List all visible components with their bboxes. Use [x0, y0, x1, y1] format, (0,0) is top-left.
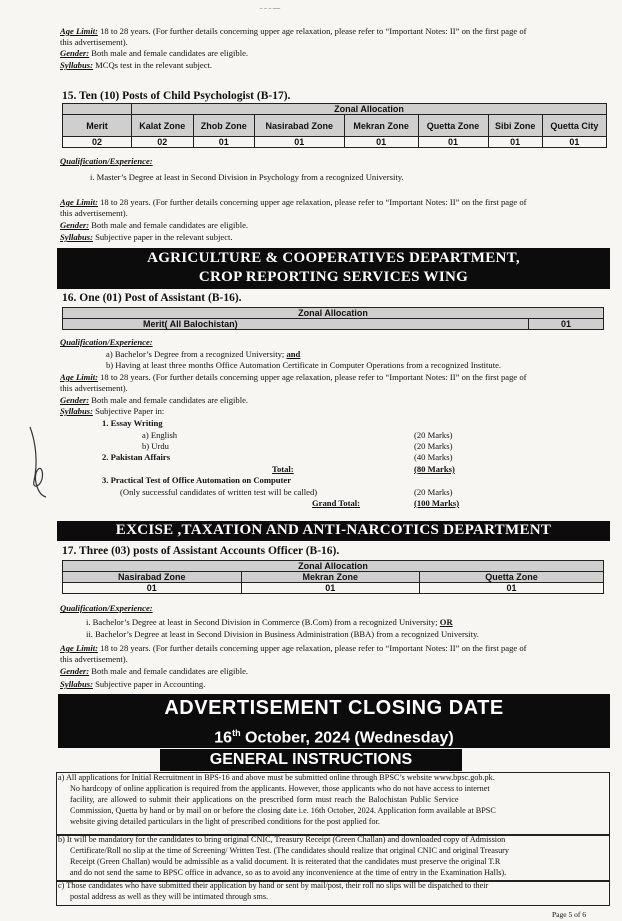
s16-item1a: a) English [142, 430, 178, 440]
s16-item2-marks: (40 Marks) [414, 452, 453, 462]
s15-qual-1: i. Master’s Degree at least in Second Division in Psychology from a recognized University. [90, 172, 404, 182]
s16-zonal-header: Zonal Allocation [63, 308, 604, 319]
s15-col-quetta-city: Quetta City [542, 115, 606, 137]
gi-c-line2: postal address as well as they will be intimated through sms. [70, 892, 269, 901]
s16-qual-a: a) Bachelor’s Degree from a recognized University; and [106, 349, 301, 359]
gi-b-line4: and do not send the same to BPSC office in advance, so as to avoid any inconvenience at the time of entry in the Examination Halls). [70, 868, 507, 877]
s16-qual-b: b) Having at least three months Office Automation Certificate in Computer Operations from a recognized Institute. [106, 360, 502, 370]
s15-gender: Gender: Both male and female candidates are eligible. [60, 220, 249, 230]
gi-a-line3: facility, are allowed to submit their applications on the prescribed form must reach the Balochistan Public Service [70, 795, 459, 804]
s16-total-marks: (80 Marks) [414, 464, 455, 474]
s16-age-limit: Age Limit: 18 to 28 years. (For further details concerning upper age relaxation, please refer to “Important Notes: II” on the first page of [60, 372, 527, 382]
s15-val: 01 [254, 137, 344, 148]
s17-gender: Gender: Both male and female candidates are eligible. [60, 666, 249, 676]
s15-col-nasirabad: Nasirabad Zone [254, 115, 344, 137]
s17-age-limit-cont: this advertisement). [60, 654, 128, 664]
s15-col-quetta: Quetta Zone [418, 115, 488, 137]
s16-age-limit-cont: this advertisement). [60, 383, 128, 393]
gi-c-line1: c) Those candidates who have submitted their application by hand or sent by mail/post, their roll no slips will be dispatched to their [58, 881, 489, 890]
s16-total: Total: [272, 464, 294, 474]
s15-val: 01 [418, 137, 488, 148]
s15-age-limit-cont: this advertisement). [60, 208, 128, 218]
s17-zonal-header: Zonal Allocation [63, 561, 604, 572]
s16-gender: Gender: Both male and female candidates are eligible. [60, 395, 249, 405]
s15-col-zhob: Zhob Zone [193, 115, 254, 137]
s15-zonal-header: Zonal Allocation [132, 104, 607, 115]
gi-a-line2: No hardcopy of online application is required from the applicants. However, those applicants who do not have access to internet [70, 784, 490, 793]
dept-banner-excise: EXCISE ,TAXATION AND ANTI-NARCOTICS DEPARTMENT [57, 521, 610, 541]
s16-zonal-table [62, 307, 604, 330]
s16-item3-note: (Only successful candidates of written test will be called) [120, 487, 318, 497]
s17-col-quetta: Quetta Zone [420, 572, 604, 583]
s15-qual-label: Qualification/Experience: [60, 156, 153, 166]
closing-date-banner [58, 694, 610, 748]
s16-item3: 3. Practical Test of Office Automation on Computer [102, 475, 292, 485]
s16-grand-total-marks: (100 Marks) [414, 498, 460, 508]
s16-val: 01 [529, 319, 604, 330]
s15-heading: 15. Ten (10) Posts of Child Psychologist (B-17). [62, 90, 291, 102]
s17-syllabus: Syllabus: Subjective paper in Accounting. [60, 679, 206, 689]
s15-col-merit: Merit [63, 115, 132, 137]
s17-heading: 17. Three (03) posts of Assistant Accounts Officer (B-16). [62, 545, 340, 557]
s14-syllabus: Syllabus: MCQs test in the relevant subject. [60, 60, 213, 70]
s16-merit: Merit( All Balochistan) [63, 319, 529, 330]
s17-col-mekran: Mekran Zone [241, 572, 420, 583]
s17-qual-1: i. Bachelor’s Degree at least in Second Division in Commerce (B.Com) from a recognized University; OR [86, 617, 453, 627]
s15-age-limit: Age Limit: 18 to 28 years. (For further details concerning upper age relaxation, please refer to “Important Notes: II” on the first page of [60, 197, 527, 207]
gi-a-line5: website giving detailed particulars in the light of prescribed conditions for the post applied for. [70, 817, 380, 826]
s15-zonal-table [62, 103, 607, 148]
s16-syllabus: Syllabus: Subjective Paper in: [60, 406, 165, 416]
s17-col-nasirabad: Nasirabad Zone [63, 572, 242, 583]
closing-date: 16th October, 2024 (Wednesday) [214, 728, 454, 747]
s16-qual-label: Qualification/Experience: [60, 337, 153, 347]
general-instructions-title: GENERAL INSTRUCTIONS [160, 749, 462, 771]
s14-gender: Gender: Both male and female candidates are eligible. [60, 48, 249, 58]
s15-val: 02 [63, 137, 132, 148]
s17-val: 01 [420, 583, 604, 594]
s15-col-mekran: Mekran Zone [344, 115, 418, 137]
gi-a-line4: Commission, Quetta by hand or by mail on or before the closing date i.e. 16th October, 2024. Application form available at BPSC [70, 806, 496, 815]
s15-val: 01 [344, 137, 418, 148]
s16-item1b: b) Urdu [142, 441, 169, 451]
gi-b-line3: Receipt (Green Challan) would be admissible as a valid document. It is reiterated that the candidates must preserve the original T.R [70, 857, 501, 866]
dept-banner-agriculture: AGRICULTURE & COOPERATIVES DEPARTMENT, CROP REPORTING SERVICES WING [57, 248, 610, 289]
s15-col-sibi: Sibi Zone [488, 115, 542, 137]
gi-b-line1: b) It will be mandatory for the candidates to bring original CNIC, Treasury Receipt (Green Challan) and downloaded copy of Admission [58, 835, 506, 844]
s14-age-limit-cont: this advertisement). [60, 37, 128, 47]
s16-item3-marks: (20 Marks) [414, 487, 453, 497]
s15-val: 02 [132, 137, 194, 148]
s16-item2: 2. Pakistan Affairs [102, 452, 171, 462]
closing-title: ADVERTISEMENT CLOSING DATE [164, 697, 504, 719]
s15-col-kalat: Kalat Zone [132, 115, 194, 137]
gi-a-line1: a) All applications for Initial Recruitment in BPS-16 and above must be submitted online through BPSC’s website www.bpsc.gob.pk. [58, 773, 495, 782]
s17-qual-2: ii. Bachelor’s Degree at least in Second Division in Business Administration (BBA) from a recognized University. [86, 629, 479, 639]
s16-heading: 16. One (01) Post of Assistant (B-16). [62, 292, 242, 304]
handwritten-mark-icon [24, 423, 54, 503]
s15-val: 01 [193, 137, 254, 148]
s15-syllabus: Syllabus: Subjective paper in the relevant subject. [60, 232, 233, 242]
s14-age-limit: Age Limit: 18 to 28 years. (For further details concerning upper age relaxation, please refer to “Important Notes: II” on the first page of [60, 26, 527, 36]
s17-qual-label: Qualification/Experience: [60, 603, 153, 613]
top-mark: ـــ ـ ـ ـ [260, 2, 281, 11]
gi-b-line2: Certificate/Roll no slip at the time of Screening/ Written Test. (The candidates should realize that original CNIC and original Treasury [70, 846, 509, 855]
s15-val: 01 [488, 137, 542, 148]
s17-age-limit: Age Limit: 18 to 28 years. (For further details concerning upper age relaxation, please refer to “Important Notes: II” on the first page of [60, 643, 527, 653]
s16-grand-total: Grand Total: [312, 498, 360, 508]
s16-item1: 1. Essay Writing [102, 418, 163, 428]
s17-val: 01 [63, 583, 242, 594]
page-number: Page 5 of 6 [552, 910, 586, 919]
s16-item1a-marks: (20 Marks) [414, 430, 453, 440]
s15-val: 01 [542, 137, 606, 148]
s16-item1b-marks: (20 Marks) [414, 441, 453, 451]
s17-zonal-table [62, 560, 604, 594]
s17-val: 01 [241, 583, 420, 594]
